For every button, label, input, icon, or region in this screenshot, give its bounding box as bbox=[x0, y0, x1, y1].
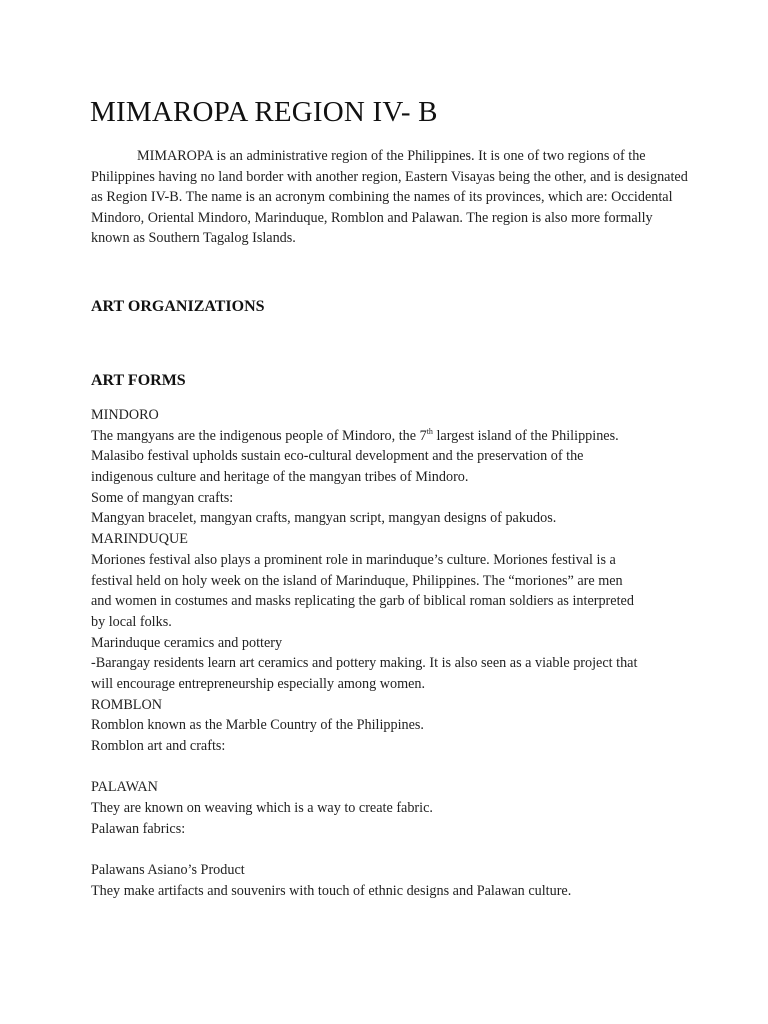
intro-paragraph: MIMAROPA is an administrative region of the Philippines. It is one of two regions of the Philippines having no land border with another region, Eastern Visayas being the other, and is designated as Region IV-B. The name is an acronym combining the names of its provinces, which are: Occidental Mindoro, Oriental Mindoro, Marinduque, Romblon and Palawan. The region is also more formally known as Southern Tagalog Islands. bbox=[91, 148, 688, 247]
palawan-line-4: They make artifacts and souvenirs with touch of ethnic designs and Palawan culture. bbox=[91, 882, 572, 899]
marinduque-line-7: will encourage entrepreneurship especially among women. bbox=[91, 675, 426, 692]
mindoro-line-2: Malasibo festival upholds sustain eco-cultural development and the preservation of the bbox=[91, 448, 584, 465]
marinduque-line-2: festival held on holy week on the island of Marinduque, Philippines. The “moriones” are men bbox=[91, 572, 623, 589]
ordinal-superscript: th bbox=[426, 426, 433, 436]
romblon-label: ROMBLON bbox=[91, 696, 162, 713]
art-forms-heading: ART FORMS bbox=[91, 372, 186, 389]
page-title: MIMAROPA REGION IV- B bbox=[90, 96, 438, 128]
mindoro-line-1-text: The mangyans are the indigenous people of Mindoro, the 7 bbox=[91, 427, 427, 444]
palawan-label: PALAWAN bbox=[91, 779, 158, 796]
art-organizations-heading: ART ORGANIZATIONS bbox=[91, 298, 265, 315]
marinduque-line-1: Moriones festival also plays a prominent role in marinduque’s culture. Moriones festival is a bbox=[91, 551, 616, 568]
romblon-line-1: Romblon known as the Marble Country of the Philippines. bbox=[91, 717, 424, 734]
blank-line bbox=[91, 839, 691, 860]
mindoro-line-1-end: largest island of the Philippines. bbox=[432, 427, 619, 444]
marinduque-label: MARINDUQUE bbox=[91, 531, 188, 548]
mindoro-line-4: Some of mangyan crafts: bbox=[91, 489, 234, 506]
art-forms-content bbox=[91, 405, 691, 902]
palawan-line-3: Palawans Asiano’s Product bbox=[91, 862, 245, 879]
marinduque-line-6: -Barangay residents learn art ceramics and pottery making. It is also seen as a viable project that bbox=[91, 655, 638, 672]
marinduque-line-4: by local folks. bbox=[91, 613, 172, 630]
marinduque-line-5: Marinduque ceramics and pottery bbox=[91, 634, 283, 651]
marinduque-line-3: and women in costumes and masks replicating the garb of biblical roman soldiers as interpreted bbox=[91, 593, 634, 610]
mindoro-line-1 bbox=[91, 426, 691, 447]
mindoro-line-5: Mangyan bracelet, mangyan crafts, mangyan script, mangyan designs of pakudos. bbox=[91, 510, 557, 527]
palawan-line-2: Palawan fabrics: bbox=[91, 820, 186, 837]
mindoro-line-3: indigenous culture and heritage of the mangyan tribes of Mindoro. bbox=[91, 469, 469, 486]
mindoro-label: MINDORO bbox=[91, 407, 159, 423]
blank-line bbox=[91, 757, 691, 778]
romblon-line-2: Romblon art and crafts: bbox=[91, 738, 226, 754]
palawan-line-1: They are known on weaving which is a way to create fabric. bbox=[91, 800, 433, 817]
